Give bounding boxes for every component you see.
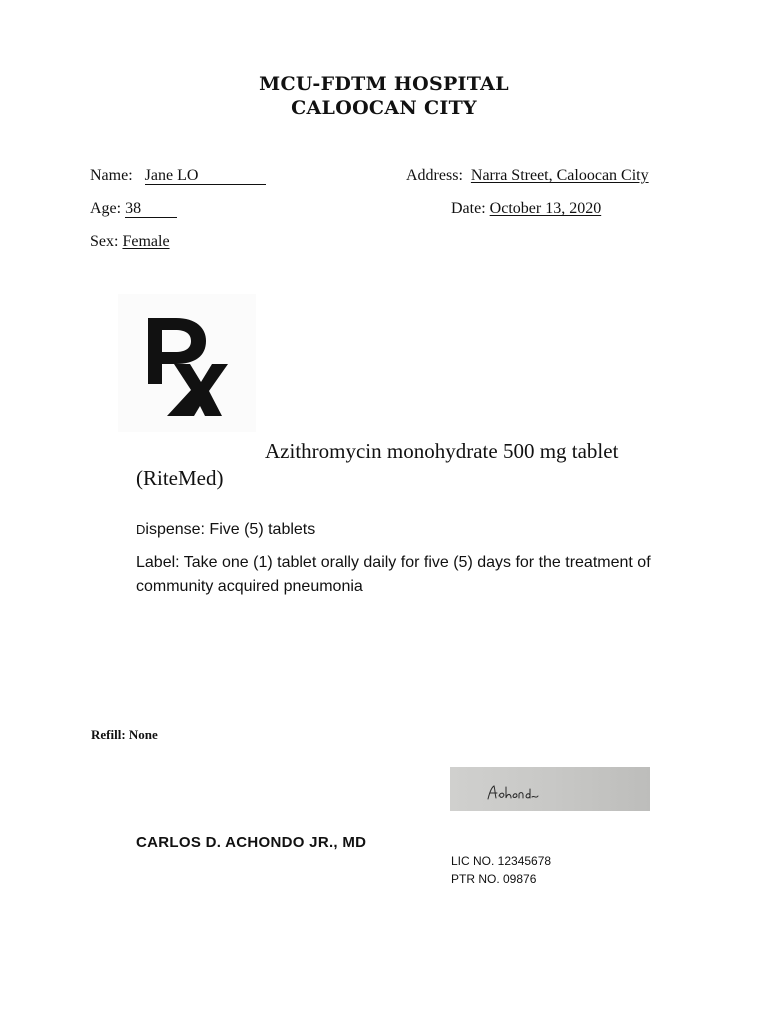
patient-name-value: Jane LO bbox=[144, 167, 199, 184]
patient-age-label: Age: bbox=[90, 200, 122, 217]
drug-name bbox=[136, 438, 696, 492]
patient-address-label: Address: bbox=[406, 167, 463, 184]
prescription-date-label: Date: bbox=[451, 200, 486, 217]
prescription-date-field bbox=[451, 199, 601, 219]
license-number: LIC NO. 12345678 bbox=[451, 854, 552, 868]
rx-symbol-icon bbox=[118, 294, 256, 432]
patient-name-blank bbox=[145, 168, 266, 185]
signature-image bbox=[450, 767, 650, 811]
patient-age-blank bbox=[125, 201, 177, 218]
hospital-name: MCU-FDTM HOSPITAL bbox=[259, 73, 509, 95]
patient-age-field bbox=[90, 199, 177, 219]
prescription-date-value: October 13, 2020 bbox=[489, 200, 602, 217]
drug-line-2: (RiteMed) bbox=[136, 466, 224, 490]
dispense-text: ispense: Five (5) tablets bbox=[145, 521, 316, 538]
signature-scribble bbox=[450, 767, 650, 811]
patient-sex-field bbox=[90, 232, 170, 252]
patient-age-value: 38 bbox=[125, 200, 142, 217]
patient-address-field bbox=[406, 166, 649, 186]
physician-name: CARLOS D. ACHONDO JR., MD bbox=[136, 834, 367, 851]
patient-address-value: Narra Street, Caloocan City bbox=[470, 167, 649, 184]
dispense-instruction bbox=[136, 518, 315, 542]
patient-sex-label: Sex: bbox=[90, 233, 119, 250]
patient-sex-value: Female bbox=[122, 233, 170, 250]
patient-name-label: Name: bbox=[90, 167, 133, 184]
drug-line-1: Azithromycin monohydrate 500 mg tablet bbox=[265, 439, 619, 463]
refill-info: Refill: None bbox=[91, 727, 158, 742]
ptr-number: PTR NO. 09876 bbox=[451, 872, 537, 886]
label-instruction: Label: Take one (1) tablet orally daily for five (5) days for the treatment of community acquired pneumonia bbox=[136, 554, 651, 595]
hospital-city: CALOOCAN CITY bbox=[291, 97, 477, 119]
patient-name-field bbox=[90, 166, 266, 186]
dispense-prefix: D bbox=[136, 522, 146, 537]
